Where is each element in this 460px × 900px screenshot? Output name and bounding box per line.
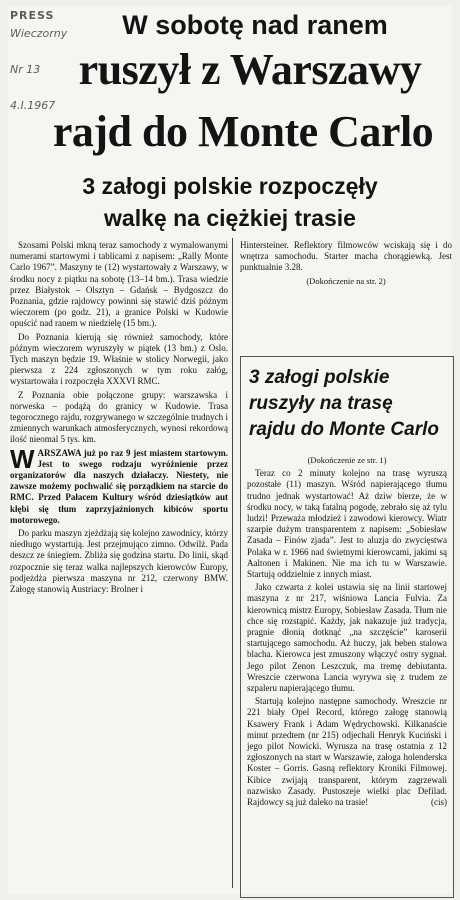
drop-cap: W bbox=[10, 443, 35, 474]
continuation-box bbox=[240, 356, 454, 898]
continuation-from-note: (Dokończenie ze str. 1) bbox=[307, 455, 387, 465]
paragraph-text: Startują kolejno następne samochody. Wreszcie nr 221 biały Opel Record, którego załogę stanowią Ksawery Frank i Adam Wędrychowski. Kilkanaście minut przedtem (nr 215) odjechali Henryk Kuciński i jego pilot Nowicki. Wyrusza na trasę ostatnia z 12 zgłoszonych na start w Warszawie, załoga holenderska Koster – Gorris. Gasną reflektory Kroniki Filmowej. Kibice zwijają transparent, którym zagrzewali nazwisko Zasady. Pustoszeje wielki plac Defilad. Rajdowcy są już daleko na trasie! bbox=[247, 696, 447, 808]
box-body bbox=[247, 453, 447, 810]
article-paragraph: Z Poznania obie połączone grupy: warszawska i norweska – podążą do granicy w Kudowie. Trasa tegorocznego rajdu, rozgrywanego w szczególnie trudnych i zmiennych warunkach atmosferycznych, wynosi rekordową ilość nieomal 5 tys. km. bbox=[10, 389, 228, 445]
article-paragraph: Do parku maszyn zjeżdżają się kolejno zawodnicy, którzy niedługo wystartują. Jest przejmująco zimno. Odwilż. Pada deszcz ze śniegiem. Zbliża się godzina startu. Do linii, skąd rozpocznie się teraz walka najlepszych kierowców Europy, podjeżdża pierwsza maszyna nr 212, czerwony BMW. Załogę stanowią Austriacy: Brolner i bbox=[10, 528, 228, 595]
stamp-line-3: Nr 13 bbox=[10, 63, 41, 76]
continuation-note: (Dokończenie na str. 2) bbox=[306, 275, 386, 286]
newspaper-clipping bbox=[8, 6, 452, 894]
headline-line-3: rajd do Monte Carlo bbox=[52, 107, 434, 156]
stamp-line-1: PRESS bbox=[10, 9, 55, 22]
lead-text: ARSZAWA już po raz 9 jest miastem startowym. Jest to swego rodzaju wyróżnienie przez organizatorów dla naszych działaczy. Niestety, nie zawsze możemy pochwalić się porządkiem na starcie do RMC. Przed Pałacem Kultury wśród dziesiątków aut kłębi się tłum zaprzyjaźnionych kibiców sportu motorowego. bbox=[10, 447, 228, 525]
article-paragraph: Teraz co 2 minuty kolejno na trasę wyruszą pozostałe (11) maszyn. Wśród napierającego tłumu trudno jednak wystartować! Aż dziw bierze, że w środku nocy, w taką fatalną pogodę, zebrało się aż tylu ludzi! Przeważa młodzież i zawodowi kierowcy. Wiatr szarpie dużym transparentem z napisem: „Sobiesław Zasada – Finów zjada”. Jest to aluzja do zwycięstwa Polaka w r. 1966 nad świetnymi kierowcami, jakimi są Aaltonen i Makinen. Nie ma ich tu w Warszawie. Startują oddzielnie z innych miast. bbox=[247, 468, 447, 580]
left-column bbox=[10, 240, 228, 597]
article-paragraph: Jako czwarta z kolei ustawia się na linii startowej maszyna z nr 217, wiśniowa Lancia Fulvia. Za kierownicą mistrz Europy, Sobiesław Zasada. Tłum nie chce się rozstąpić. Każdy, jak nakazuje już tradycja, pragnie dłonią dotknąć „na szczęście” karoserii startującego samochodu. Aż huczy, jak beben stalowa blacha. Kierowca jest zmuszony włączyć ostry sygnał. Jego pilot Zenon Leszczuk, ma tremę debiutanta. Wreszcie czerwona Lancia wyrywa się z trudem ze szpaleru napierającego tłumu. bbox=[247, 582, 447, 694]
box-headline-line-2: ruszyły na trasę bbox=[249, 393, 393, 414]
box-headline-line-3: rajdu do Monte Carlo bbox=[249, 419, 439, 440]
right-column-top bbox=[240, 240, 452, 289]
article-paragraph bbox=[247, 696, 447, 808]
box-headline-line-1: 3 załogi polskie bbox=[249, 367, 390, 388]
article-paragraph: Do Poznania kierują się również samochody, które późnym wieczorem wyruszyły w piątek (13 bm.) z Oslo. Tych maszyn będzie 19. Właśnie w stolicy Norwegii, jako pierwsza z 224 zgłoszonych w tym roku załóg, wystartowała i rozpoczęła XXXVI RMC. bbox=[10, 331, 228, 387]
article-paragraph: Hintersteiner. Reflektory filmowców wciskają się i do wnętrza samochodu. Starter macha chorągiewką. Jest punktualnie 3.28. bbox=[240, 240, 452, 273]
subheadline-line-1: 3 załogi polskie rozpoczęły bbox=[82, 173, 378, 199]
article-paragraph-lead bbox=[10, 443, 228, 526]
article-paragraph: Szosami Polski mkną teraz samochody z wymalowanymi numerami startowymi i tablicami z napisem: „Rally Monte Carlo 1967”. Maszyny te (12) wystartowały z Warszawy, w środku nocy z piątku na sobotę (13–14 bm.). Trasa wiedzie przez Białystok – Olsztyn – Gdańsk – Bydgoszcz do Poznania, gdzie rajdowcy powinni się stawić dziś późnym wieczorem (po godz. 21), a granice Polski w Kudowie opuścić nad ranem w niedzielę (15 bm.). bbox=[10, 240, 228, 329]
headline-line-1: W sobotę nad ranem bbox=[122, 10, 388, 40]
stamp-line-4: 4.I.1967 bbox=[10, 99, 56, 112]
stamp-line-2: Wieczorny bbox=[10, 27, 68, 40]
column-divider bbox=[232, 238, 233, 888]
headline-line-2: ruszył z Warszawy bbox=[78, 45, 422, 94]
subheadline-line-2: walkę na ciężkiej trasie bbox=[104, 205, 356, 231]
author-signature: (cis) bbox=[431, 797, 447, 808]
